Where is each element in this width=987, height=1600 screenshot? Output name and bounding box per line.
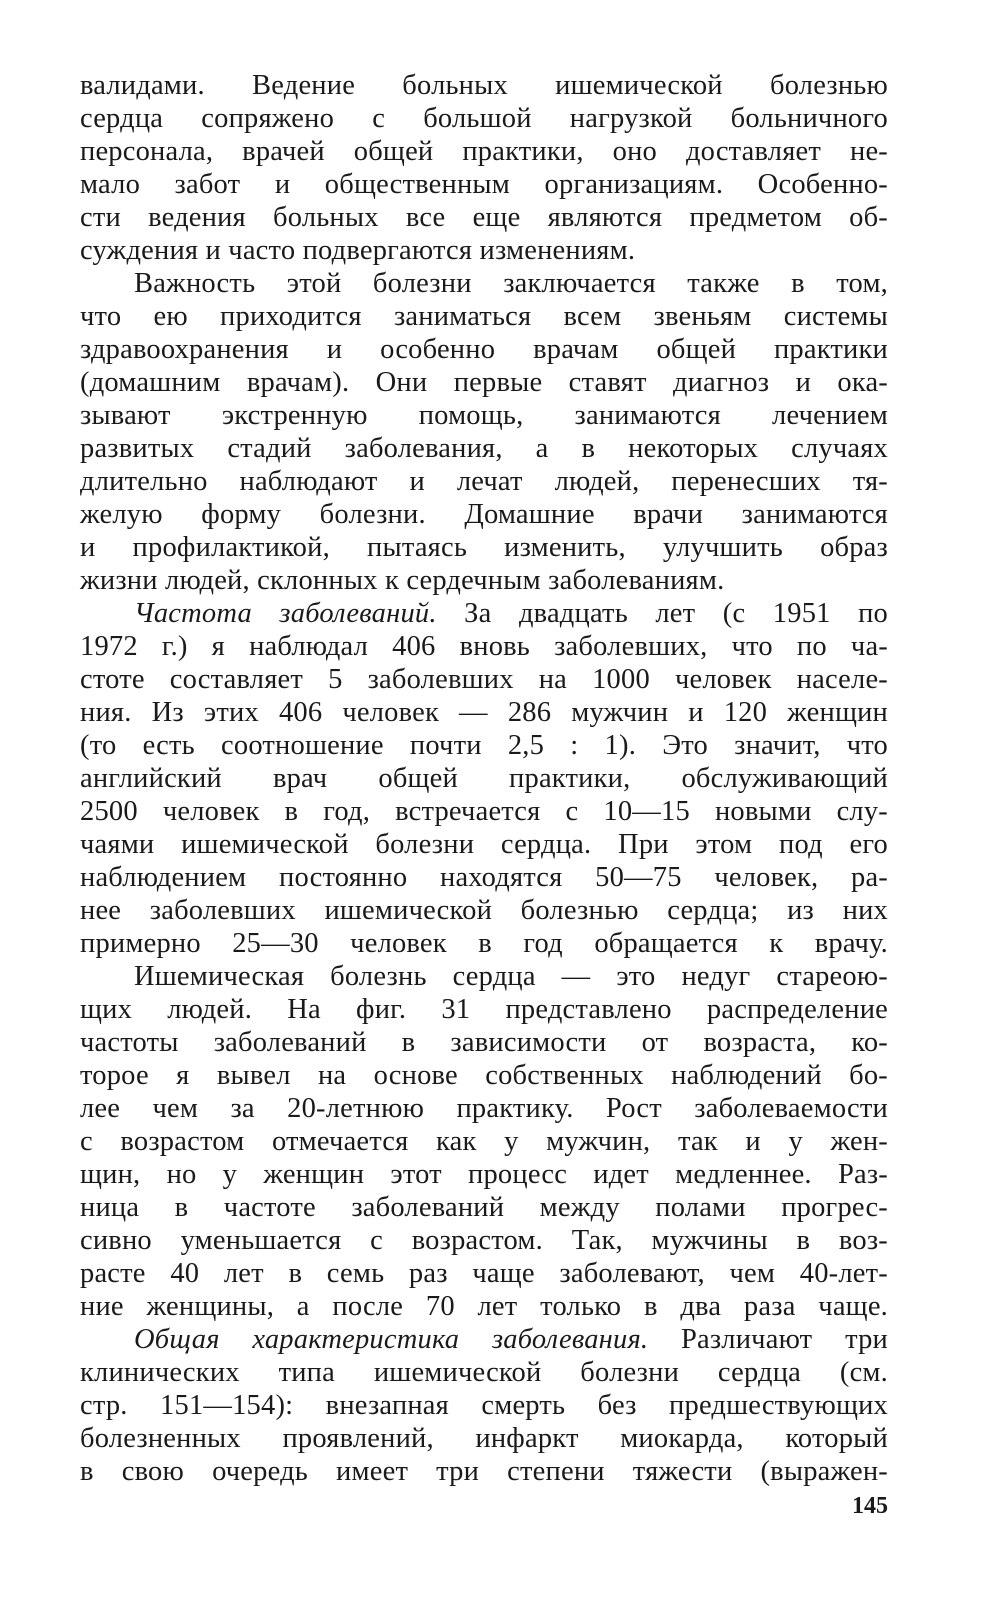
text-line: и профилактикой, пытаясь изменить, улучшить образ xyxy=(80,532,888,563)
text-line: сердца сопряжено с большой нагрузкой больничного xyxy=(80,103,888,134)
text-line: жизни людей, склонных к сердечным заболеваниям. xyxy=(80,565,725,596)
text-line: наблюдением постоянно находятся 50—75 человек, ра- xyxy=(80,862,888,893)
text-run: Различают три xyxy=(648,1324,888,1355)
section-heading-frequency: Частота заболеваний. xyxy=(134,598,437,629)
text-line: ние женщины, а после 70 лет только в два раза чаще. xyxy=(80,1291,888,1322)
text-line: лее чем за 20-летнюю практику. Рост заболеваемости xyxy=(80,1093,888,1124)
text-line: болезненных проявлений, инфаркт миокарда, который xyxy=(80,1423,888,1454)
text-line: ница в частоте заболеваний между полами прогрес- xyxy=(80,1192,888,1223)
text-line: нее заболевших ишемической болезнью сердца; из них xyxy=(80,895,888,926)
text-line: сивно уменьшается с возрастом. Так, мужчины в воз- xyxy=(80,1225,888,1256)
text-line: примерно 25—30 человек в год обращается к врачу. xyxy=(80,928,888,959)
paragraph-first-line: Ишемическая болезнь сердца — это недуг стареою- xyxy=(134,961,888,992)
text-line: английский врач общей практики, обслуживающий xyxy=(80,763,888,794)
text-line: расте 40 лет в семь раз чаще заболевают, чем 40-лет- xyxy=(80,1258,888,1289)
section-heading-characteristics: Общая характеристика заболевания. xyxy=(134,1324,649,1355)
text-line: мало забот и общественным организациям. Особенно- xyxy=(80,169,888,200)
text-line: что ею приходится заниматься всем звеньям системы xyxy=(80,301,888,332)
text-line: с возрастом отмечается как у мужчин, так и у жен- xyxy=(80,1126,888,1157)
text-line: (домашним врачам). Они первые ставят диагноз и ока- xyxy=(80,367,888,398)
text-line: ния. Из этих 406 человек — 286 мужчин и 120 женщин xyxy=(80,697,888,728)
text-line: длительно наблюдают и лечат людей, перенесших тя- xyxy=(80,466,888,497)
text-line: щих людей. На фиг. 31 представлено распределение xyxy=(80,994,888,1025)
text-line: здравоохранения и особенно врачам общей практики xyxy=(80,334,888,365)
page-number: 145 xyxy=(852,1493,888,1519)
text-line: 1972 г.) я наблюдал 406 вновь заболевших, что по ча- xyxy=(80,631,888,662)
text-line: щин, но у женщин этот процесс идет медленнее. Раз- xyxy=(80,1159,888,1190)
text-line: сти ведения больных все еще являются предметом об- xyxy=(80,202,888,233)
text-line: (то есть соотношение почти 2,5 : 1). Это значит, что xyxy=(80,730,888,761)
text-line: желую форму болезни. Домашние врачи занимаются xyxy=(80,499,888,530)
text-line: частоты заболеваний в зависимости от возраста, ко- xyxy=(80,1027,888,1058)
text-line: в свою очередь имеет три степени тяжести (выражен- xyxy=(80,1456,888,1487)
text-line: стоте составляет 5 заболевших на 1000 человек населе- xyxy=(80,664,888,695)
text-line: 2500 человек в год, встречается с 10—15 новыми слу- xyxy=(80,796,888,827)
text-line: торое я вывел на основе собственных наблюдений бо- xyxy=(80,1060,888,1091)
text-line: суждения и часто подвергаются изменениям. xyxy=(80,235,636,266)
text-line: персонала, врачей общей практики, оно доставляет не- xyxy=(80,136,888,167)
paragraph-first-line: Важность этой болезни заключается также в том, xyxy=(134,268,888,299)
text-line: развитых стадий заболевания, а в некоторых случаях xyxy=(80,433,888,464)
text-line: валидами. Ведение больных ишемической болезнью xyxy=(80,70,888,101)
text-line: зывают экстренную помощь, занимаются лечением xyxy=(80,400,888,431)
text-line: клинических типа ишемической болезни сердца (см. xyxy=(80,1357,888,1388)
text-run: За двадцать лет (с 1951 по xyxy=(436,598,888,629)
text-line: стр. 151—154): внезапная смерть без предшествующих xyxy=(80,1390,888,1421)
text-line: чаями ишемической болезни сердца. При этом под его xyxy=(80,829,888,860)
